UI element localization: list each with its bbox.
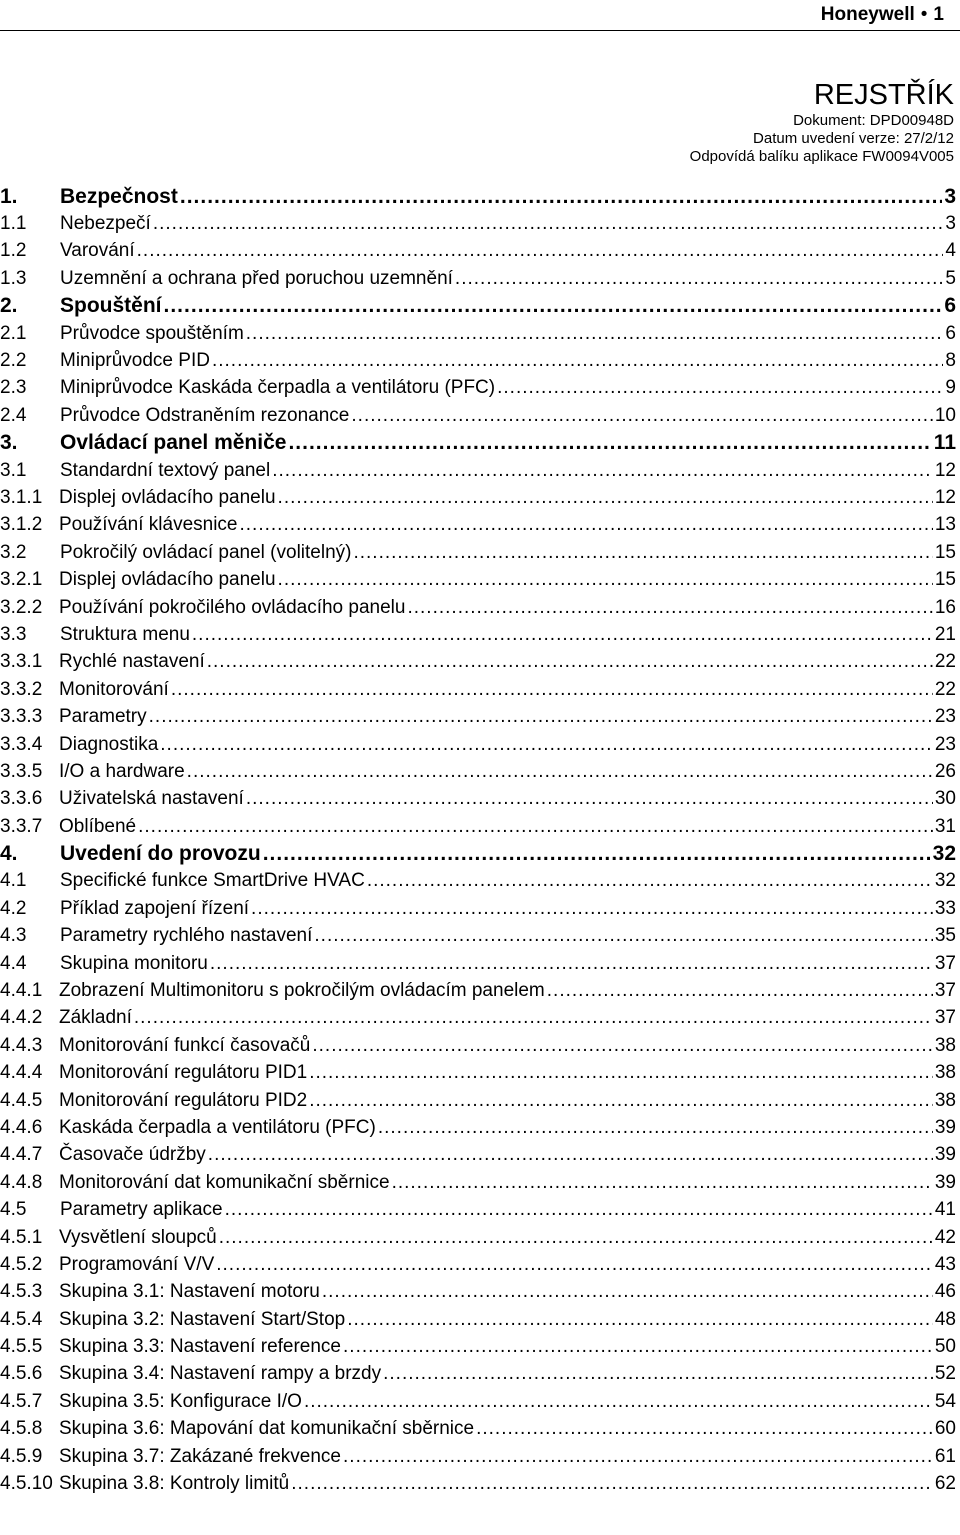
- toc-entry[interactable]: [0, 1169, 958, 1196]
- toc-entry[interactable]: [0, 1251, 958, 1278]
- header-page-number: 1: [933, 4, 944, 25]
- toc-number: 4.3: [0, 925, 27, 947]
- toc-label: Nebezpečí: [60, 213, 151, 235]
- toc-number: 2.: [0, 294, 18, 318]
- toc-entry-body: [60, 213, 956, 235]
- toc-entry[interactable]: [0, 1388, 958, 1415]
- toc-label: Průvodce Odstraněním rezonance: [60, 404, 350, 426]
- toc-number: 3.: [0, 431, 18, 455]
- toc-entry[interactable]: [0, 457, 958, 484]
- toc-page-number: 43: [934, 1253, 956, 1275]
- toc-leader-dots: [497, 377, 943, 399]
- toc-entry[interactable]: [0, 1333, 958, 1360]
- toc-leader-dots: [278, 487, 933, 509]
- toc-entry-body: [60, 542, 956, 564]
- toc-number: 4.4.2: [0, 1007, 43, 1029]
- toc-entry[interactable]: [0, 868, 958, 895]
- toc-page-number: 21: [934, 623, 956, 645]
- toc-leader-dots: [251, 898, 933, 920]
- toc-label: Skupina monitoru: [60, 952, 208, 974]
- toc-number: 4.4.8: [0, 1171, 43, 1193]
- toc-entry[interactable]: [0, 347, 958, 374]
- toc-label: Uzemnění a ochrana před poruchou uzemnění: [60, 267, 453, 289]
- title-block: [690, 78, 954, 166]
- toc-label: Monitorování dat komunikační sběrnice: [59, 1171, 390, 1193]
- toc-number: 3.3.6: [0, 788, 43, 810]
- toc-entry[interactable]: [0, 183, 958, 210]
- toc-entry-body: [59, 706, 956, 728]
- toc-leader-dots: [246, 788, 933, 810]
- toc-entry[interactable]: [0, 703, 958, 730]
- toc-entry[interactable]: [0, 923, 958, 950]
- toc-entry-body: [60, 268, 956, 290]
- toc-leader-dots: [343, 1336, 933, 1358]
- toc-leader-dots: [278, 569, 933, 591]
- toc-page-number: 52: [934, 1363, 956, 1385]
- toc-entry[interactable]: [0, 1114, 958, 1141]
- toc-entry[interactable]: [0, 1224, 958, 1251]
- toc-page-number: 12: [934, 459, 956, 481]
- toc-label: Skupina 3.2: Nastavení Start/Stop: [59, 1308, 346, 1330]
- package-info: Odpovídá balíku aplikace FW0094V005: [689, 148, 954, 165]
- toc-page-number: 11: [933, 431, 956, 455]
- toc-entry-body: [60, 460, 956, 482]
- toc-entry-body: [59, 569, 956, 591]
- toc-entry[interactable]: [0, 731, 958, 758]
- toc-number: 4.4: [0, 952, 27, 974]
- toc-entry-body: [59, 1062, 956, 1084]
- toc-label: Monitorování regulátoru PID2: [59, 1089, 308, 1111]
- toc-entry-body: [59, 1227, 956, 1249]
- toc-entry[interactable]: [0, 1032, 958, 1059]
- toc-number: 3.3.4: [0, 733, 43, 755]
- toc-leader-dots: [367, 870, 933, 892]
- header-separator: •: [920, 4, 928, 25]
- toc-entry[interactable]: [0, 676, 958, 703]
- toc-entry[interactable]: [0, 895, 958, 922]
- toc-entry-body: [59, 487, 956, 509]
- toc-entry-body: [60, 953, 956, 975]
- toc-entry[interactable]: [0, 1416, 958, 1443]
- toc-page-number: 23: [934, 733, 956, 755]
- toc-entry[interactable]: [0, 402, 958, 429]
- toc-label: Rychlé nastavení: [59, 651, 205, 673]
- toc-leader-dots: [455, 268, 944, 290]
- toc-number: 2.1: [0, 322, 27, 344]
- toc-page-number: 22: [934, 651, 956, 673]
- toc-page-number: 8: [945, 350, 956, 372]
- toc-number: 1.1: [0, 213, 27, 235]
- toc-number: 3.2.2: [0, 596, 43, 618]
- toc-leader-dots: [322, 1281, 933, 1303]
- toc-page-number: 38: [934, 1034, 956, 1056]
- toc-entry-body: [60, 1199, 956, 1221]
- toc-entry-body: [60, 898, 956, 920]
- toc-entry-body: [59, 1309, 956, 1331]
- toc-entry-body: [59, 788, 956, 810]
- toc-leader-dots: [137, 240, 944, 262]
- toc-entry-body: [59, 761, 956, 783]
- toc-leader-dots: [212, 350, 943, 372]
- toc-number: 2.2: [0, 350, 27, 372]
- toc-number: 2.4: [0, 404, 27, 426]
- toc-label: Skupina 3.3: Nastavení reference: [59, 1336, 342, 1358]
- toc-entry-body: [60, 842, 956, 866]
- toc-entry-body: [59, 1281, 956, 1303]
- toc-number: 4.5.3: [0, 1281, 43, 1303]
- toc-entry-body: [60, 870, 956, 892]
- toc-entry[interactable]: [0, 1005, 958, 1032]
- toc-leader-dots: [378, 1117, 933, 1139]
- toc-leader-dots: [246, 323, 944, 345]
- toc-entry-body: [59, 679, 956, 701]
- toc-number: 4.5.2: [0, 1253, 43, 1275]
- toc-page-number: 32: [934, 870, 956, 892]
- toc-number: 4.5.7: [0, 1390, 43, 1412]
- toc-entry[interactable]: [0, 813, 958, 840]
- toc-entry[interactable]: [0, 1087, 958, 1114]
- toc-number: 4.4.3: [0, 1034, 43, 1056]
- toc-entry-body: [60, 240, 956, 262]
- toc-label: Programování V/V: [59, 1253, 215, 1275]
- toc-leader-dots: [343, 1446, 933, 1468]
- toc-label: Skupina 3.5: Konfigurace I/O: [59, 1390, 302, 1412]
- toc-label: Příklad zapojení řízení: [60, 897, 250, 919]
- toc-page-number: 13: [934, 514, 956, 536]
- toc-page-number: 48: [934, 1308, 956, 1330]
- toc-label: Používání pokročilého ovládacího panelu: [59, 596, 406, 618]
- toc-page-number: 5: [945, 267, 956, 289]
- toc-page-number: 39: [934, 1144, 956, 1166]
- toc-leader-dots: [312, 1035, 933, 1057]
- toc-entry-body: [59, 734, 956, 756]
- toc-page-number: 31: [934, 815, 956, 837]
- toc-label: Pokročilý ovládací panel (volitelný): [60, 541, 352, 563]
- toc-entry[interactable]: [0, 649, 958, 676]
- toc-page-number: 9: [945, 377, 956, 399]
- toc-number: 4.1: [0, 870, 27, 892]
- toc-number: 4.5.9: [0, 1445, 43, 1467]
- toc-page-number: 35: [934, 925, 956, 947]
- toc-entry-body: [59, 1363, 956, 1385]
- toc-label: Oblíbené: [59, 815, 137, 837]
- toc-number: 4.4.5: [0, 1089, 43, 1111]
- toc-page-number: 39: [934, 1171, 956, 1193]
- toc-entry-body: [60, 350, 956, 372]
- toc-label: Parametry rychlého nastavení: [60, 925, 313, 947]
- toc-label: Displej ovládacího panelu: [59, 569, 276, 591]
- toc-number: 1.: [0, 184, 18, 208]
- toc-entry-body: [60, 377, 956, 399]
- toc-entry-body: [59, 816, 956, 838]
- toc-entry[interactable]: [0, 840, 958, 867]
- toc-leader-dots: [216, 1254, 933, 1276]
- toc-entry-body: [59, 1172, 956, 1194]
- toc-page-number: 6: [945, 322, 956, 344]
- toc-leader-dots: [309, 1062, 933, 1084]
- toc-leader-dots: [476, 1418, 933, 1440]
- toc-entry[interactable]: [0, 758, 958, 785]
- toc-label: Používání klávesnice: [59, 514, 238, 536]
- toc-entry[interactable]: [0, 238, 958, 265]
- toc-label: Bezpečnost: [60, 184, 178, 208]
- toc-leader-dots: [263, 842, 931, 866]
- toc-leader-dots: [240, 514, 933, 536]
- document-id: Dokument: DPD00948D: [793, 112, 954, 129]
- toc-label: Parametry: [59, 706, 147, 728]
- toc-entry-body: [59, 1117, 956, 1139]
- toc-entry[interactable]: [0, 1279, 958, 1306]
- toc-entry-body: [59, 1418, 956, 1440]
- toc-entry-body: [60, 925, 956, 947]
- toc-number: 3.3.5: [0, 760, 43, 782]
- toc-page-number: 54: [934, 1390, 956, 1412]
- toc-label: Skupina 3.6: Mapování dat komunikační sběrnice: [59, 1418, 475, 1440]
- toc-page-number: 12: [934, 486, 956, 508]
- toc-leader-dots: [207, 651, 933, 673]
- toc-leader-dots: [272, 460, 933, 482]
- page-title: REJSTŘÍK: [813, 79, 954, 111]
- toc-leader-dots: [314, 925, 932, 947]
- toc-number: 4.: [0, 842, 18, 866]
- toc-leader-dots: [291, 1473, 933, 1495]
- toc-entry-body: [60, 323, 956, 345]
- toc-page-number: 60: [934, 1418, 956, 1440]
- toc-number: 4.5.4: [0, 1308, 43, 1330]
- toc-leader-dots: [160, 734, 933, 756]
- toc-label: Varování: [60, 240, 135, 262]
- toc-entry-body: [60, 185, 956, 209]
- toc-label: Kaskáda čerpadla a ventilátoru (PFC): [59, 1116, 376, 1138]
- toc-leader-dots: [288, 431, 931, 455]
- toc-label: Skupina 3.1: Nastavení motoru: [59, 1281, 320, 1303]
- toc-leader-dots: [138, 816, 933, 838]
- toc-entry-body: [59, 651, 956, 673]
- toc-page-number: 33: [934, 897, 956, 919]
- toc-number: 4.2: [0, 897, 27, 919]
- toc-label: Uživatelská nastavení: [59, 788, 244, 810]
- toc-entry[interactable]: [0, 786, 958, 813]
- toc-page-number: 4: [945, 240, 956, 262]
- toc-entry[interactable]: [0, 621, 958, 648]
- toc-page-number: 37: [934, 952, 956, 974]
- toc-page-number: 3: [945, 213, 956, 235]
- toc-page-number: 38: [934, 1089, 956, 1111]
- toc-leader-dots: [180, 185, 942, 209]
- toc-page-number: 15: [934, 541, 956, 563]
- toc-number: 4.5.5: [0, 1336, 43, 1358]
- toc-page-number: 30: [934, 788, 956, 810]
- toc-number: 4.4.6: [0, 1116, 43, 1138]
- toc-page-number: 62: [934, 1473, 956, 1495]
- toc-entry[interactable]: [0, 539, 958, 566]
- toc-entry-body: [59, 1254, 956, 1276]
- toc-leader-dots: [171, 679, 933, 701]
- toc-label: Monitorování: [59, 678, 169, 700]
- toc-page-number: 37: [934, 1007, 956, 1029]
- toc-entry[interactable]: [0, 594, 958, 621]
- toc-leader-dots: [187, 761, 933, 783]
- toc-entry[interactable]: [0, 950, 958, 977]
- toc-number: 1.2: [0, 240, 27, 262]
- toc-entry-body: [59, 514, 956, 536]
- toc-label: Vysvětlení sloupců: [59, 1226, 217, 1248]
- page-header: [0, 0, 960, 31]
- toc-label: Skupina 3.4: Nastavení rampy a brzdy: [59, 1363, 382, 1385]
- toc-leader-dots: [547, 980, 933, 1002]
- toc-number: 4.5.6: [0, 1363, 43, 1385]
- toc-page-number: 32: [932, 842, 956, 866]
- toc-entry[interactable]: [0, 430, 958, 457]
- toc-entry[interactable]: [0, 375, 958, 402]
- toc-label: Standardní textový panel: [60, 459, 271, 481]
- toc-entry-body: [60, 624, 956, 646]
- toc-leader-dots: [383, 1363, 933, 1385]
- toc-entry-body: [59, 1035, 956, 1057]
- toc-entry-body: [59, 1144, 956, 1166]
- toc-label: Miniprůvodce Kaskáda čerpadla a ventilátoru (PFC): [60, 377, 496, 399]
- toc-entry[interactable]: [0, 210, 958, 237]
- toc-number: 4.4.1: [0, 980, 43, 1002]
- toc-entry[interactable]: [0, 1443, 958, 1470]
- toc-entry[interactable]: [0, 512, 958, 539]
- toc-label: Časovače údržby: [59, 1144, 206, 1166]
- toc-entry[interactable]: [0, 265, 958, 292]
- toc-page-number: 23: [934, 706, 956, 728]
- toc-number: 4.4.4: [0, 1062, 43, 1084]
- toc-number: 4.5.1: [0, 1226, 43, 1248]
- toc-entry-body: [59, 1336, 956, 1358]
- toc-number: 4.5.8: [0, 1418, 43, 1440]
- brand-name: Honeywell: [820, 4, 915, 25]
- toc-entry[interactable]: [0, 977, 958, 1004]
- toc-label: I/O a hardware: [59, 760, 185, 782]
- toc-leader-dots: [153, 213, 944, 235]
- toc-number: 3.3.3: [0, 706, 43, 728]
- toc-number: 3.2: [0, 541, 27, 563]
- toc-page-number: 38: [934, 1062, 956, 1084]
- toc-leader-dots: [407, 597, 932, 619]
- toc-leader-dots: [347, 1309, 933, 1331]
- toc-number: 3.2.1: [0, 569, 43, 591]
- toc-entry-body: [59, 597, 956, 619]
- toc-label: Spouštění: [60, 294, 162, 318]
- toc-entry[interactable]: [0, 293, 958, 320]
- toc-leader-dots: [351, 405, 932, 427]
- toc-page-number: 16: [934, 596, 956, 618]
- toc-entry-body: [60, 405, 956, 427]
- toc-number: 3.3: [0, 623, 27, 645]
- table-of-contents: [0, 183, 958, 1498]
- toc-page-number: 42: [934, 1226, 956, 1248]
- toc-page-number: 10: [934, 404, 956, 426]
- toc-number: 3.1.1: [0, 486, 43, 508]
- toc-label: Monitorování regulátoru PID1: [59, 1062, 308, 1084]
- toc-entry-body: [59, 980, 956, 1002]
- toc-number: 4.5.10: [0, 1473, 53, 1495]
- toc-number: 1.3: [0, 267, 27, 289]
- toc-entry[interactable]: [0, 320, 958, 347]
- toc-page-number: 41: [934, 1199, 956, 1221]
- toc-entry[interactable]: [0, 1142, 958, 1169]
- toc-entry[interactable]: [0, 1306, 958, 1333]
- toc-entry-body: [60, 431, 956, 455]
- toc-page-number: 15: [934, 569, 956, 591]
- toc-entry-body: [59, 1090, 956, 1112]
- toc-number: 3.1.2: [0, 514, 43, 536]
- toc-entry-body: [59, 1446, 956, 1468]
- toc-leader-dots: [225, 1199, 933, 1221]
- toc-label: Ovládací panel měniče: [60, 431, 287, 455]
- toc-leader-dots: [392, 1172, 933, 1194]
- toc-label: Uvedení do provozu: [60, 842, 261, 866]
- toc-label: Struktura menu: [60, 623, 190, 645]
- toc-entry[interactable]: [0, 1361, 958, 1388]
- toc-page-number: 22: [934, 678, 956, 700]
- toc-page-number: 3: [944, 184, 956, 208]
- toc-entry-body: [59, 1007, 956, 1029]
- toc-label: Průvodce spouštěním: [60, 322, 244, 344]
- toc-page-number: 6: [944, 294, 956, 318]
- toc-entry-body: [59, 1473, 956, 1495]
- toc-number: 4.5: [0, 1199, 27, 1221]
- toc-leader-dots: [219, 1227, 933, 1249]
- toc-leader-dots: [309, 1090, 933, 1112]
- toc-entry[interactable]: [0, 484, 958, 511]
- toc-leader-dots: [208, 1144, 933, 1166]
- toc-page-number: 37: [934, 980, 956, 1002]
- toc-number: 2.3: [0, 377, 27, 399]
- toc-page-number: 39: [934, 1116, 956, 1138]
- toc-page-number: 46: [934, 1281, 956, 1303]
- toc-entry-body: [59, 1391, 956, 1413]
- toc-page-number: 26: [934, 760, 956, 782]
- toc-label: Displej ovládacího panelu: [59, 486, 276, 508]
- toc-leader-dots: [134, 1007, 933, 1029]
- toc-entry[interactable]: [0, 566, 958, 593]
- toc-leader-dots: [304, 1391, 933, 1413]
- toc-entry[interactable]: [0, 1470, 958, 1497]
- toc-label: Miniprůvodce PID: [60, 350, 210, 372]
- toc-leader-dots: [210, 953, 933, 975]
- toc-number: 3.1: [0, 459, 27, 481]
- toc-entry[interactable]: [0, 1196, 958, 1223]
- toc-number: 3.3.1: [0, 651, 43, 673]
- toc-number: 4.4.7: [0, 1144, 43, 1166]
- toc-leader-dots: [149, 706, 933, 728]
- toc-number: 3.3.2: [0, 678, 43, 700]
- toc-label: Skupina 3.7: Zakázané frekvence: [59, 1445, 342, 1467]
- toc-entry[interactable]: [0, 1060, 958, 1087]
- toc-entry-body: [60, 294, 956, 318]
- toc-label: Skupina 3.8: Kontroly limitů: [59, 1473, 290, 1495]
- toc-label: Základní: [59, 1007, 132, 1029]
- toc-page-number: 61: [934, 1445, 956, 1467]
- toc-number: 3.3.7: [0, 815, 43, 837]
- toc-label: Monitorování funkcí časovačů: [59, 1034, 311, 1056]
- toc-label: Specifické funkce SmartDrive HVAC: [60, 870, 365, 892]
- brand-header: [821, 4, 944, 26]
- toc-page-number: 50: [934, 1336, 956, 1358]
- toc-leader-dots: [192, 624, 933, 646]
- toc-leader-dots: [164, 294, 943, 318]
- release-date: Datum uvedení verze: 27/2/12: [753, 130, 954, 147]
- toc-label: Diagnostika: [59, 733, 159, 755]
- toc-leader-dots: [353, 542, 932, 564]
- toc-label: Zobrazení Multimonitoru s pokročilým ovládacím panelem: [59, 980, 545, 1002]
- toc-label: Parametry aplikace: [60, 1199, 223, 1221]
